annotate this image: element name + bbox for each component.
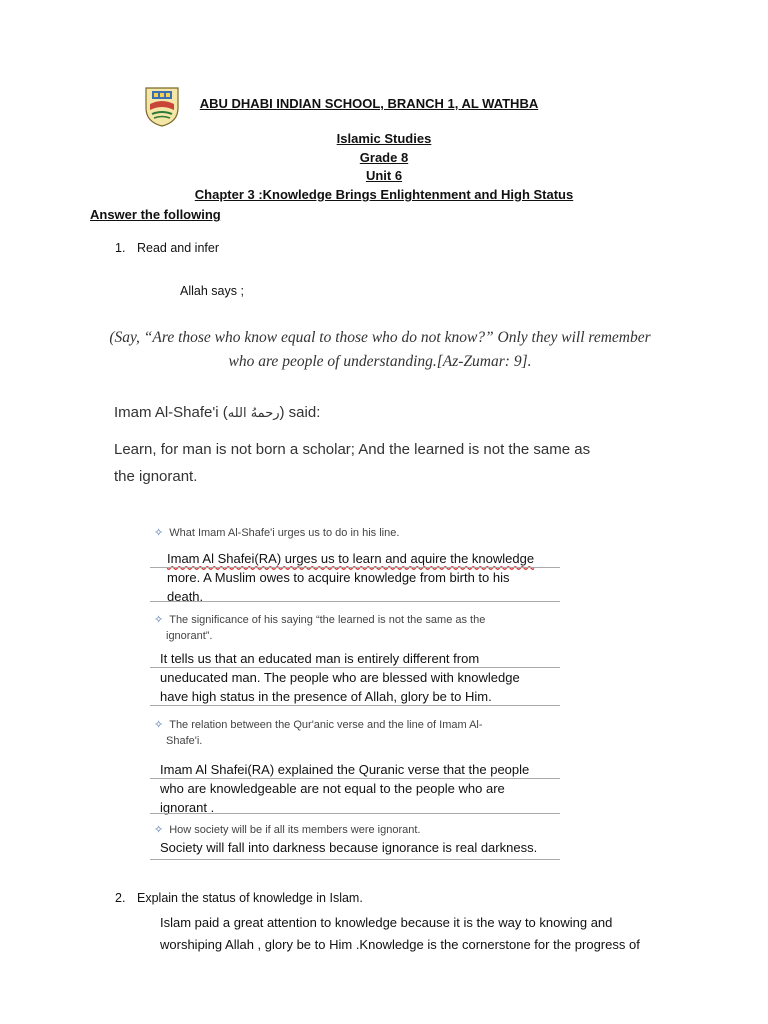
subq-2 bbox=[154, 612, 485, 644]
subq-3-line-2: Shafe'i. bbox=[166, 735, 203, 747]
subq-3-line-1: The relation between the Qur'anic verse and the line of Imam Al- bbox=[169, 719, 483, 731]
arrow-bullet-icon: ✧ bbox=[154, 824, 164, 836]
answer-3 bbox=[160, 760, 529, 817]
unit-title: Unit 6 bbox=[365, 168, 403, 183]
arrow-bullet-icon: ✧ bbox=[154, 614, 164, 626]
imam-suffix: ) said: bbox=[279, 404, 321, 421]
q2-answer-line-2: worshiping Allah , glory be to Him .Knowledge is the cornerstone for the progress of bbox=[160, 937, 640, 952]
answer-3-line-2: who are knowledgeable are not equal to the people who are bbox=[160, 781, 505, 796]
subq-1 bbox=[154, 525, 399, 541]
answer-3-line-1: Imam Al Shafei(RA) explained the Quranic verse that the people bbox=[160, 762, 530, 777]
q2-title: Explain the status of knowledge in Islam. bbox=[137, 891, 363, 905]
answer-rule bbox=[150, 667, 560, 668]
answer-2-line-2: uneducated man. The people who are blessed with knowledge bbox=[160, 670, 520, 685]
answer-rule bbox=[150, 778, 560, 779]
answer-1 bbox=[167, 549, 534, 606]
subq-4-line-1: How society will be if all its members were ignorant. bbox=[169, 824, 421, 836]
answer-4 bbox=[160, 838, 537, 857]
answer-2 bbox=[160, 649, 520, 706]
answer-rule bbox=[150, 813, 560, 814]
instruction: Answer the following bbox=[90, 207, 221, 222]
school-name: ABU DHABI INDIAN SCHOOL, BRANCH 1, AL WATHBA bbox=[199, 96, 539, 111]
answer-1-line-1 bbox=[167, 549, 534, 568]
answer-rule bbox=[150, 859, 560, 860]
allah-says: Allah says ; bbox=[180, 284, 244, 298]
imam-prefix: Imam Al-Shafe'i ( bbox=[114, 404, 228, 421]
chapter-title: Chapter 3 :Knowledge Brings Enlightenment and High Status bbox=[194, 187, 574, 202]
arrow-bullet-icon: ✧ bbox=[154, 527, 164, 539]
verse-line-2: who are people of understanding.[Az-Zumar: 9]. bbox=[228, 353, 532, 370]
answer-rule bbox=[150, 705, 560, 706]
answer-2-line-1: It tells us that an educated man is entirely different from bbox=[160, 651, 480, 666]
verse-line-1: (Say, “Are those who know equal to those who do not know?” Only they will remember bbox=[109, 329, 651, 346]
subq-4 bbox=[154, 822, 420, 838]
answer-rule bbox=[150, 567, 560, 568]
q1-number: 1. bbox=[115, 241, 126, 255]
imam-arabic: رحمهُ الله bbox=[227, 406, 280, 421]
imam-heading bbox=[114, 404, 320, 421]
saying-line-2: the ignorant. bbox=[114, 468, 198, 485]
q2-answer-line-1: Islam paid a great attention to knowledge because it is the way to knowing and bbox=[160, 915, 613, 930]
grade-title: Grade 8 bbox=[359, 150, 409, 165]
answer-3-line-3: ignorant . bbox=[160, 800, 215, 815]
arrow-bullet-icon: ✧ bbox=[154, 719, 164, 731]
saying-line-1: Learn, for man is not born a scholar; And the learned is not the same as bbox=[114, 441, 591, 458]
subq-2-line-1: The significance of his saying “the learned is not the same as the bbox=[169, 614, 486, 626]
q2-number: 2. bbox=[115, 891, 126, 905]
subq-3 bbox=[154, 717, 483, 749]
answer-1-line-3: death. bbox=[167, 589, 204, 604]
answer-2-line-3: have high status in the presence of Allah, glory be to Him. bbox=[160, 689, 492, 704]
answer-1-line-1-text: Imam Al Shafei(RA) urges us to learn and aquire the knowledge bbox=[167, 551, 535, 566]
subq-2-line-2: ignorant”. bbox=[166, 630, 213, 642]
answer-rule bbox=[150, 601, 560, 602]
q1-title: Read and infer bbox=[137, 241, 220, 255]
subq-1-line-1: What Imam Al-Shafe'i urges us to do in his line. bbox=[169, 527, 400, 539]
q2-answer bbox=[160, 912, 640, 956]
answer-1-line-2: more. A Muslim owes to acquire knowledge from birth to his bbox=[167, 570, 510, 585]
subject-title: Islamic Studies bbox=[336, 131, 432, 146]
answer-4-line-1: Society will fall into darkness because ignorance is real darkness. bbox=[160, 840, 538, 855]
